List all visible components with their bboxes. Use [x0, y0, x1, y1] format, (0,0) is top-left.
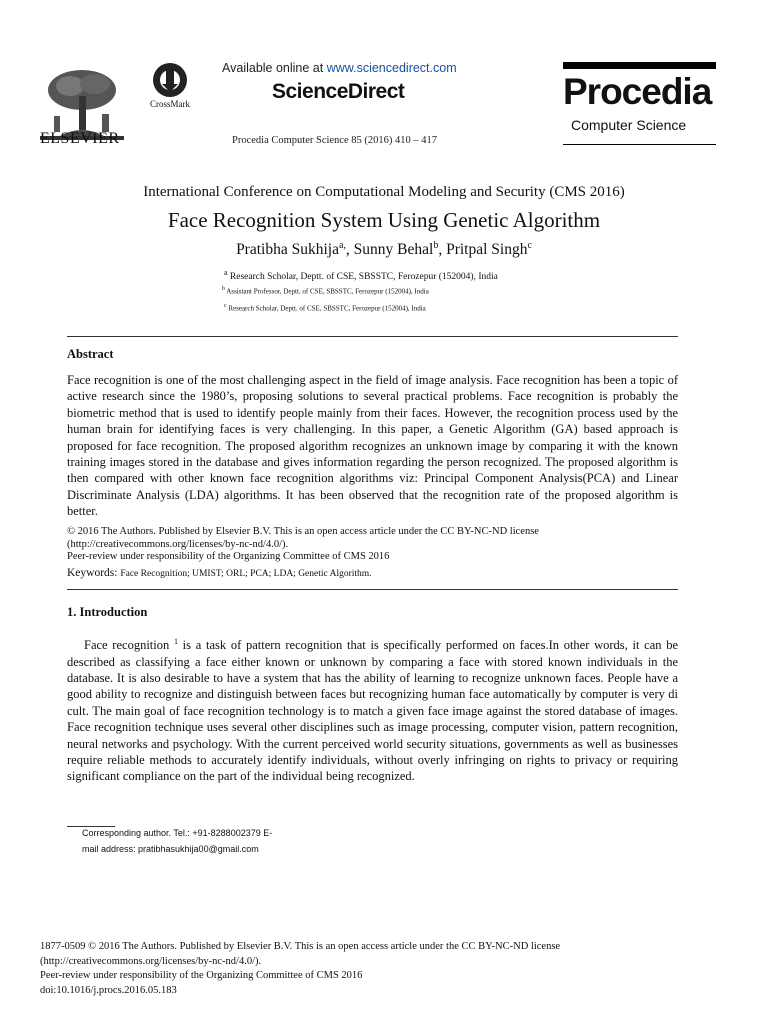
abstract-heading: Abstract — [67, 347, 114, 361]
availability-prefix: Available online at — [222, 61, 324, 75]
affiliation-text: Research Scholar, Deptt. of CSE, SBSSTC, Ferozepur (152004), India — [228, 304, 426, 313]
author-name: Pratibha Sukhija — [236, 241, 339, 259]
author-name: , Pritpal Singh — [438, 241, 528, 259]
journal-citation: Procedia Computer Science 85 (2016) 410 – 417 — [232, 135, 437, 146]
peer-review-line: Peer-review under responsibility of the Organizing Committee of CMS 2016 — [67, 551, 390, 563]
issn-license-line: 1877-0509 © 2016 The Authors. Published by Elsevier B.V. This is an open access article under the CC BY-NC-ND license — [40, 941, 561, 952]
abstract-text: Face recognition is one of the most challenging aspect in the field of image analysis. Face recognition has been a topic of active research since the 1980’s, proposing solutions to several practical problems. Face recognition is probably the biometric method that is used to identify people mainly from their faces. However, the recognition process used by the human brain for identifying faces is very challenging. In this paper, a Genetic Algorithm (GA) based approach is proposed for face recognition. The proposed algorithm recognizes an unknown image by comparing it with the known training images stored in the database and gives information regarding the person recognized. The proposed algorithm is then compared with other known face recognition algorithms viz: Principal Component Analysis(PCA) and Linear Discriminate Analysis (LDA) algorithms. It has been observed that the recognition rate of the proposed algorithm is better. — [67, 373, 678, 519]
footnote-email: mail address: pratibhasukhija00@gmail.com — [82, 843, 259, 854]
crossmark-label: CrossMark — [150, 99, 190, 109]
conference-name: International Conference on Computational Modeling and Security (CMS 2016) — [143, 184, 625, 200]
affiliation-sup: c — [224, 303, 227, 309]
affiliation-text: Assistant Professor, Deptt. of CSE, SBSSTC, Ferozepur (152004), India — [226, 287, 429, 296]
affiliation-text: Research Scholar, Deptt. of CSE, SBSSTC, Ferozepur (152004), India — [229, 272, 498, 283]
license-notice — [67, 526, 678, 564]
author-list — [0, 240, 768, 259]
author-sup: c — [527, 240, 532, 251]
sciencedirect-logo: ScienceDirect — [272, 80, 405, 103]
affiliation-a — [224, 268, 498, 282]
affiliation-c — [224, 303, 426, 312]
doi-line[interactable]: doi:10.1016/j.procs.2016.05.183 — [40, 984, 177, 996]
author-sup: b — [433, 240, 439, 251]
introduction-text — [67, 634, 678, 785]
bottom-notice — [40, 940, 740, 998]
corresponding-author-footnote — [82, 826, 272, 857]
publisher-name: ELSEVIER — [40, 130, 120, 147]
intro-body: is a task of pattern recognition that is specifically performed on faces.In other words, it can be described as classifying a face either known or unknown by comparing a face with stored known individuals in the database. It is also desirable to have a system that has the ability of learning to recognize unknown faces. People have a good ability to recognize and distinguish between faces but recognizing human face automatically by computer is very di cult. The main goal of face recognition technology is to match a given face image against the stored database of images. Face recognition technique uses several other disciplines such as image processing, computer vision, pattern recognition, neural networks and psychology. With the current perceived world security situations, governments as well as businesses require reliable methods to accurately identify individuals, without overly infringing on rights to privacy or requiring significant compliance on the part of the individual being recognized. — [67, 638, 679, 784]
peer-review-line: Peer-review under responsibility of the Organizing Committee of CMS 2016 — [40, 970, 363, 982]
intro-lead: Face recognition — [84, 638, 170, 653]
introduction-heading: 1. Introduction — [67, 605, 148, 619]
author-name: , Sunny Behal — [345, 241, 434, 259]
procedia-logo-title: Procedia — [563, 71, 712, 112]
paper-title: Face Recognition System Using Genetic Algorithm — [167, 208, 601, 232]
availability-line — [222, 61, 457, 75]
divider — [67, 589, 678, 590]
affiliation-b — [222, 286, 429, 295]
author-sup: a, — [338, 240, 346, 251]
crossmark-icon[interactable] — [152, 62, 188, 98]
keywords-line — [67, 567, 372, 579]
license-link[interactable]: (http://creativecommons.org/licenses/by-nc-nd/4.0/). — [67, 538, 289, 550]
keywords-list: Face Recognition; UMIST; ORL; PCA; LDA; Genetic Algorithm. — [120, 569, 372, 579]
affiliation-sup: a — [224, 268, 228, 277]
reference-marker[interactable]: 1 — [173, 637, 178, 646]
affiliation-sup: b — [222, 286, 225, 292]
divider — [67, 336, 678, 337]
sciencedirect-link[interactable]: www.sciencedirect.com — [326, 61, 457, 75]
license-link[interactable]: (http://creativecommons.org/licenses/by-nc-nd/4.0/). — [40, 955, 262, 967]
license-line: © 2016 The Authors. Published by Elsevier B.V. This is an open access article under the CC BY-NC-ND license — [67, 526, 539, 537]
footnote-line: Corresponding author. Tel.: +91-8288002379 E- — [82, 828, 273, 838]
procedia-logo-subtitle: Computer Science — [571, 117, 687, 133]
keywords-label: Keywords: — [67, 567, 118, 579]
